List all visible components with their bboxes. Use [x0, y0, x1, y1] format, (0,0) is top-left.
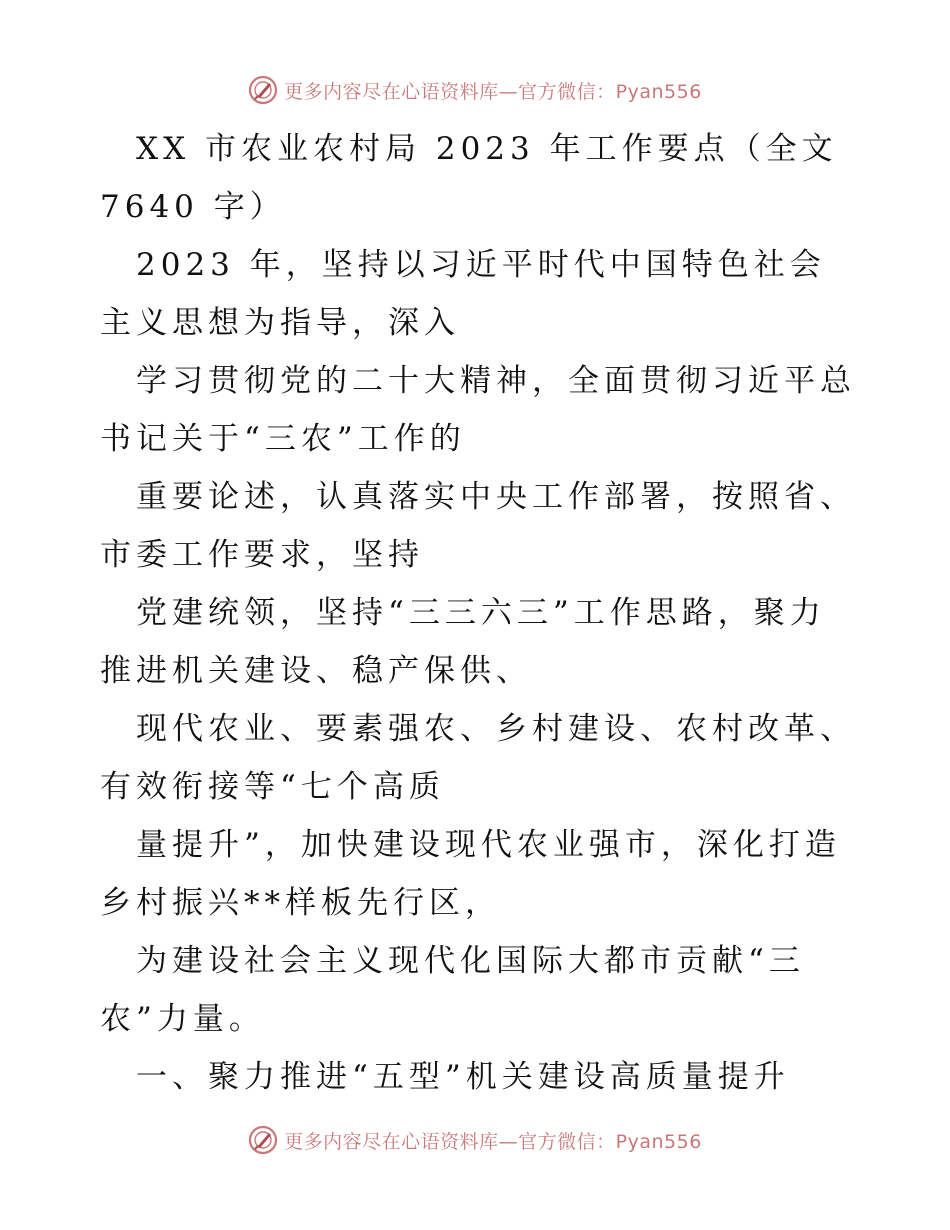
- banner-text: 更多内容尽在心语资料库—官方微信：Pyan556: [284, 80, 702, 103]
- quill-seal-logo-icon: [248, 1125, 278, 1155]
- section-heading: 一、聚力推进“五型”机关建设高质量提升: [136, 1059, 790, 1095]
- quill-seal-logo-icon: [248, 75, 278, 105]
- paragraph: 重要论述，认真落实中央工作部署，按照省、市委工作要求，坚持: [100, 479, 856, 573]
- footer-banner: [0, 1120, 950, 1160]
- paragraph: 为建设社会主义现代化国际大都市贡献“三农”力量。: [100, 943, 805, 1037]
- paragraph: 2023 年，坚持以习近平时代中国特色社会主义思想为指导，深入: [100, 247, 826, 341]
- document-body: [100, 120, 860, 1106]
- header-banner: [0, 70, 950, 110]
- banner-text: 更多内容尽在心语资料库—官方微信：Pyan556: [284, 1130, 702, 1153]
- paragraph: 现代农业、要素强农、乡村建设、农村改革、有效衔接等“七个高质: [100, 711, 856, 805]
- paragraph: 学习贯彻党的二十大精神，全面贯彻习近平总书记关于“三农”工作的: [100, 363, 856, 457]
- paragraph: 党建统领，坚持“三三六三”工作思路，聚力推进机关建设、稳产保供、: [100, 595, 826, 689]
- paragraph: 量提升”，加快建设现代农业强市，深化打造乡村振兴**样板先行区，: [100, 827, 841, 921]
- document-title: XX 市农业农村局 2023 年工作要点（全文 7640 字）: [100, 131, 838, 225]
